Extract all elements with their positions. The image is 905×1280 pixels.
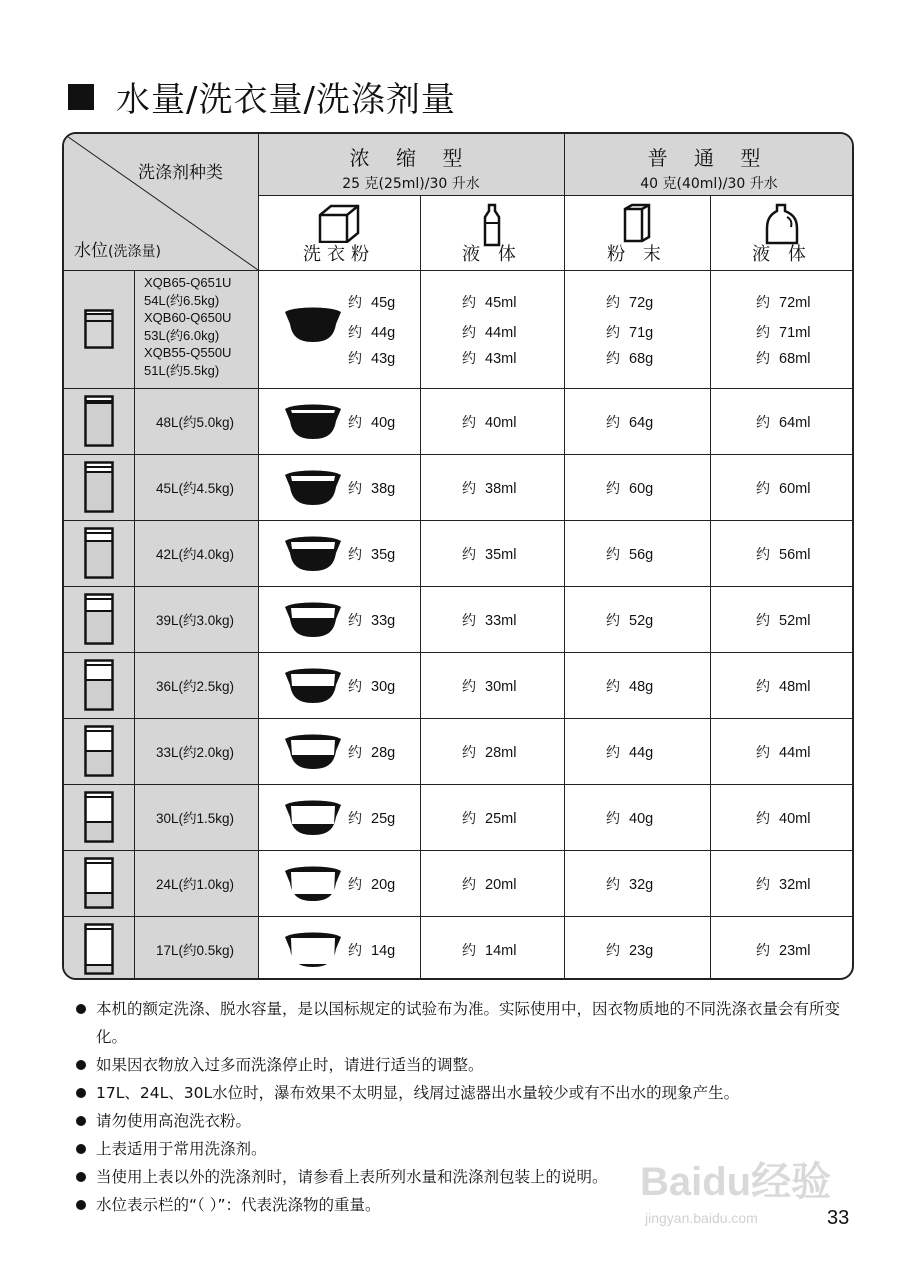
amount-value: 52g: [629, 613, 654, 629]
model-line: XQB55-Q550U: [144, 345, 232, 360]
approx-label: 约: [348, 295, 362, 311]
approx-label: 约: [462, 481, 476, 497]
approx-label: 约: [606, 481, 620, 497]
water-level-label: 17L(约0.5kg): [134, 916, 258, 980]
grid-line: [64, 520, 854, 521]
approx-label: 约: [348, 415, 362, 431]
amount-cell: [606, 292, 653, 312]
approx-label: 约: [606, 613, 620, 629]
amount-value: 40ml: [485, 415, 517, 431]
amount-cell: [462, 940, 516, 960]
bullet-dot: [76, 1060, 86, 1070]
concentrated-title: 浓 缩 型: [349, 146, 473, 170]
model-line: 54L(约6.5kg): [144, 292, 220, 308]
regular-title: 普 通 型: [647, 146, 771, 170]
model-list-cell: [134, 270, 258, 388]
water-level-label: 48L(约5.0kg): [134, 388, 258, 454]
approx-label: 约: [348, 481, 362, 497]
regular-group-header: [564, 134, 854, 195]
amount-cell: [606, 412, 653, 432]
amount-value: 40g: [629, 811, 654, 827]
note-item: [76, 1079, 856, 1107]
amount-cell: [606, 348, 653, 368]
amount-cell: [606, 742, 653, 762]
amount-value: 56g: [629, 547, 654, 563]
grid-line: [64, 270, 854, 271]
note-text: 本机的额定洗涤、脱水容量，是以国标规定的试验布为准。实际使用中，因衣物质地的不同洗涤衣量会有所变化。: [96, 1000, 841, 1046]
water-level-label: 39L(约3.0kg): [134, 586, 258, 652]
water-level-cell: [64, 454, 134, 520]
watermark-url: jingyan.baidu.com: [645, 1210, 758, 1226]
approx-label: 约: [756, 811, 770, 827]
amount-value: 32ml: [779, 877, 811, 893]
detergent-bowl-icon: [284, 731, 342, 771]
amount-cell: [606, 544, 653, 564]
amount-cell: [606, 478, 653, 498]
amount-cell: [348, 348, 395, 368]
water-level-label: 30L(约1.5kg): [134, 784, 258, 850]
bullet-dot: [76, 1004, 86, 1014]
amount-cell: [606, 676, 653, 696]
approx-label: 约: [462, 351, 476, 367]
grid-line: [64, 718, 854, 719]
grid-line: [64, 916, 854, 917]
amount-cell: [756, 478, 810, 498]
approx-label: 约: [348, 943, 362, 959]
col-label-powder-regular: 粉 末: [607, 244, 667, 265]
bullet-dot: [76, 1144, 86, 1154]
amount-cell: [348, 322, 395, 342]
amount-cell: [606, 940, 653, 960]
approx-label: 约: [606, 943, 620, 959]
amount-value: 48ml: [779, 679, 811, 695]
grid-line: [258, 195, 854, 196]
amount-cell: [462, 412, 516, 432]
detergent-bowl-icon: [284, 929, 342, 969]
water-level-label: [74, 236, 161, 261]
amount-value: 60g: [629, 481, 654, 497]
approx-label: 约: [348, 679, 362, 695]
watermark-brand: Baidu经验: [640, 1160, 832, 1204]
detergent-type-label: 洗涤剂种类: [138, 163, 223, 183]
model-line: XQB65-Q651U: [144, 275, 232, 290]
amount-cell: [756, 610, 810, 630]
amount-cell: [756, 544, 810, 564]
amount-value: 43ml: [485, 351, 517, 367]
water-level-text: 水位: [74, 241, 108, 261]
amount-value: 14g: [371, 943, 396, 959]
amount-value: 72ml: [779, 295, 811, 311]
approx-label: 约: [348, 613, 362, 629]
regular-ratio: 40 克(40ml)/30 升水: [640, 176, 778, 192]
amount-cell: [348, 544, 395, 564]
approx-label: 约: [756, 943, 770, 959]
model-line: 53L(约6.0kg): [144, 327, 220, 343]
grid-line: [64, 652, 854, 653]
approx-label: 约: [462, 679, 476, 695]
water-level-cell: [64, 784, 134, 850]
amount-value: 64ml: [779, 415, 811, 431]
amount-cell: [348, 874, 395, 894]
approx-label: 约: [756, 351, 770, 367]
approx-label: 约: [756, 745, 770, 761]
approx-label: 约: [756, 325, 770, 341]
amount-value: 48g: [629, 679, 654, 695]
amount-cell: [462, 544, 516, 564]
approx-label: 约: [756, 613, 770, 629]
detergent-bowl-icon: [284, 863, 342, 903]
approx-label: 约: [462, 415, 476, 431]
col-header-liquid-concentrated: [420, 195, 564, 270]
detergent-bowl-icon: [284, 401, 342, 441]
approx-label: 约: [606, 325, 620, 341]
grid-line: [64, 388, 854, 389]
approx-label: 约: [606, 415, 620, 431]
amount-cell: [606, 322, 653, 342]
approx-label: 约: [348, 547, 362, 563]
approx-label: 约: [348, 325, 362, 341]
amount-value: 68g: [629, 351, 654, 367]
amount-value: 23g: [629, 943, 654, 959]
detergent-bowl-icon: [284, 467, 342, 507]
amount-value: 71g: [629, 325, 654, 341]
water-level-cell: [64, 270, 134, 388]
approx-label: 约: [462, 547, 476, 563]
amount-value: 64g: [629, 415, 654, 431]
amount-value: 20ml: [485, 877, 517, 893]
water-level-sub: (洗涤量): [108, 244, 161, 260]
water-level-label: 36L(约2.5kg): [134, 652, 258, 718]
approx-label: 约: [348, 811, 362, 827]
amount-cell: [348, 808, 395, 828]
amount-value: 20g: [371, 877, 396, 893]
amount-cell: [756, 808, 810, 828]
approx-label: 约: [756, 547, 770, 563]
approx-label: 约: [462, 613, 476, 629]
amount-cell: [462, 742, 516, 762]
approx-label: 约: [348, 745, 362, 761]
amount-value: 28ml: [485, 745, 517, 761]
approx-label: 约: [756, 481, 770, 497]
amount-value: 43g: [371, 351, 396, 367]
amount-cell: [756, 874, 810, 894]
amount-value: 25ml: [485, 811, 517, 827]
water-level-cell: [64, 586, 134, 652]
water-level-cell: [64, 652, 134, 718]
amount-cell: [348, 940, 395, 960]
amount-value: 28g: [371, 745, 396, 761]
amount-cell: [606, 610, 653, 630]
col-label-liquid-concentrated: 液 体: [462, 244, 522, 265]
note-text: 当使用上表以外的洗涤剂时，请参看上表所列水量和洗涤剂包装上的说明。: [96, 1168, 608, 1186]
approx-label: 约: [348, 351, 362, 367]
amount-cell: [756, 292, 810, 312]
approx-label: 约: [756, 415, 770, 431]
amount-cell: [756, 322, 810, 342]
water-tank-icon: [84, 791, 114, 843]
amount-cell: [348, 478, 395, 498]
bullet-dot: [76, 1172, 86, 1182]
detergent-bowl-icon: [284, 533, 342, 573]
note-item: [76, 995, 856, 1051]
grid-line: [258, 134, 259, 980]
water-level-label: 33L(约2.0kg): [134, 718, 258, 784]
approx-label: 约: [462, 325, 476, 341]
amount-cell: [606, 874, 653, 894]
amount-cell: [348, 676, 395, 696]
approx-label: 约: [606, 811, 620, 827]
water-level-cell: [64, 718, 134, 784]
water-level-cell: [64, 520, 134, 586]
water-tank-icon: [84, 725, 114, 777]
amount-cell: [756, 412, 810, 432]
approx-label: 约: [462, 943, 476, 959]
water-level-cell: [64, 850, 134, 916]
amount-cell: [462, 610, 516, 630]
note-item: [76, 1107, 856, 1135]
amount-cell: [462, 292, 516, 312]
note-text: 请勿使用高泡洗衣粉。: [96, 1112, 252, 1130]
page-title: 水量/洗衣量/洗涤剂量: [68, 72, 456, 121]
amount-cell: [462, 874, 516, 894]
amount-value: 52ml: [779, 613, 811, 629]
liquid-jug-icon: [765, 203, 799, 245]
amount-cell: [462, 676, 516, 696]
amount-value: 45g: [371, 295, 396, 311]
amount-cell: [462, 808, 516, 828]
amount-value: 32g: [629, 877, 654, 893]
amount-value: 23ml: [779, 943, 811, 959]
amount-value: 45ml: [485, 295, 517, 311]
approx-label: 约: [606, 547, 620, 563]
amount-cell: [348, 610, 395, 630]
amount-cell: [348, 742, 395, 762]
col-label-powder: 洗衣粉: [303, 244, 375, 265]
amount-cell: [462, 478, 516, 498]
amount-value: 44ml: [779, 745, 811, 761]
amount-value: 68ml: [779, 351, 811, 367]
amount-cell: [348, 412, 395, 432]
amount-cell: [606, 808, 653, 828]
grid-line: [710, 195, 711, 980]
water-tank-icon: [84, 461, 114, 513]
amount-value: 60ml: [779, 481, 811, 497]
amount-value: 40g: [371, 415, 396, 431]
approx-label: 约: [606, 295, 620, 311]
amount-cell: [462, 348, 516, 368]
model-line: XQB60-Q650U: [144, 310, 232, 325]
note-item: [76, 1051, 856, 1079]
approx-label: 约: [606, 877, 620, 893]
water-tank-icon: [84, 659, 114, 711]
approx-label: 约: [462, 877, 476, 893]
amount-value: 44g: [371, 325, 396, 341]
grid-line: [134, 270, 135, 980]
amount-value: 33ml: [485, 613, 517, 629]
approx-label: 约: [348, 877, 362, 893]
col-header-powder-regular: [564, 195, 710, 270]
amount-value: 38ml: [485, 481, 517, 497]
amount-value: 44g: [629, 745, 654, 761]
amount-value: 35g: [371, 547, 396, 563]
amount-cell: [756, 348, 810, 368]
amount-cell: [756, 742, 810, 762]
concentrated-ratio: 25 克(25ml)/30 升水: [342, 176, 480, 192]
amount-cell: [462, 322, 516, 342]
amount-cell: [756, 676, 810, 696]
model-line: 51L(约5.5kg): [144, 362, 220, 378]
detergent-bowl-icon: [284, 797, 342, 837]
page-number: 33: [827, 1207, 850, 1229]
note-text: 上表适用于常用洗涤剂。: [96, 1140, 267, 1158]
corner-header-cell: [64, 134, 258, 270]
note-text: 水位表示栏的“（ ）”：代表洗涤物的重量。: [96, 1196, 381, 1214]
col-header-liquid-regular: [710, 195, 854, 270]
approx-label: 约: [606, 679, 620, 695]
amount-value: 72g: [629, 295, 654, 311]
grid-line: [64, 784, 854, 785]
water-level-label: 24L(约1.0kg): [134, 850, 258, 916]
grid-line: [64, 454, 854, 455]
amount-cell: [756, 940, 810, 960]
detergent-bowl-icon: [284, 665, 342, 705]
water-level-cell: [64, 388, 134, 454]
amount-value: 38g: [371, 481, 396, 497]
grid-line: [64, 850, 854, 851]
approx-label: 约: [606, 745, 620, 761]
water-tank-icon: [84, 857, 114, 909]
detergent-table: [62, 132, 854, 980]
col-header-powder: [258, 195, 420, 270]
amount-value: 25g: [371, 811, 396, 827]
bullet-dot: [76, 1116, 86, 1126]
amount-value: 30g: [371, 679, 396, 695]
approx-label: 约: [462, 295, 476, 311]
bullet-dot: [76, 1200, 86, 1210]
water-tank-icon: [84, 593, 114, 645]
grid-line: [64, 586, 854, 587]
water-level-cell: [64, 916, 134, 980]
title-square-bullet: [68, 84, 94, 110]
grid-line: [420, 195, 421, 980]
powder-box-icon: [317, 203, 361, 243]
amount-value: 71ml: [779, 325, 811, 341]
water-tank-icon: [84, 395, 114, 447]
concentrated-group-header: [258, 134, 564, 195]
grid-line: [564, 134, 565, 980]
detergent-bowl-icon: [284, 304, 342, 344]
amount-value: 44ml: [485, 325, 517, 341]
water-tank-icon: [84, 309, 114, 349]
amount-value: 14ml: [485, 943, 517, 959]
amount-value: 30ml: [485, 679, 517, 695]
approx-label: 约: [756, 877, 770, 893]
powder-carton-icon: [622, 203, 652, 243]
approx-label: 约: [756, 679, 770, 695]
amount-value: 35ml: [485, 547, 517, 563]
amount-value: 33g: [371, 613, 396, 629]
bullet-dot: [76, 1088, 86, 1098]
water-tank-icon: [84, 923, 114, 975]
amount-value: 40ml: [779, 811, 811, 827]
water-tank-icon: [84, 527, 114, 579]
amount-cell: [348, 292, 395, 312]
approx-label: 约: [606, 351, 620, 367]
approx-label: 约: [462, 745, 476, 761]
note-text: 17L、24L、30L水位时，瀑布效果不太明显，线屑过滤器出水量较少或有不出水的现象产生。: [96, 1084, 740, 1102]
water-level-label: 45L(约4.5kg): [134, 454, 258, 520]
col-label-liquid-regular: 液 体: [752, 244, 812, 265]
water-level-label: 42L(约4.0kg): [134, 520, 258, 586]
detergent-bowl-icon: [284, 599, 342, 639]
amount-value: 56ml: [779, 547, 811, 563]
approx-label: 约: [462, 811, 476, 827]
note-text: 如果因衣物放入过多而洗涤停止时，请进行适当的调整。: [96, 1056, 484, 1074]
approx-label: 约: [756, 295, 770, 311]
